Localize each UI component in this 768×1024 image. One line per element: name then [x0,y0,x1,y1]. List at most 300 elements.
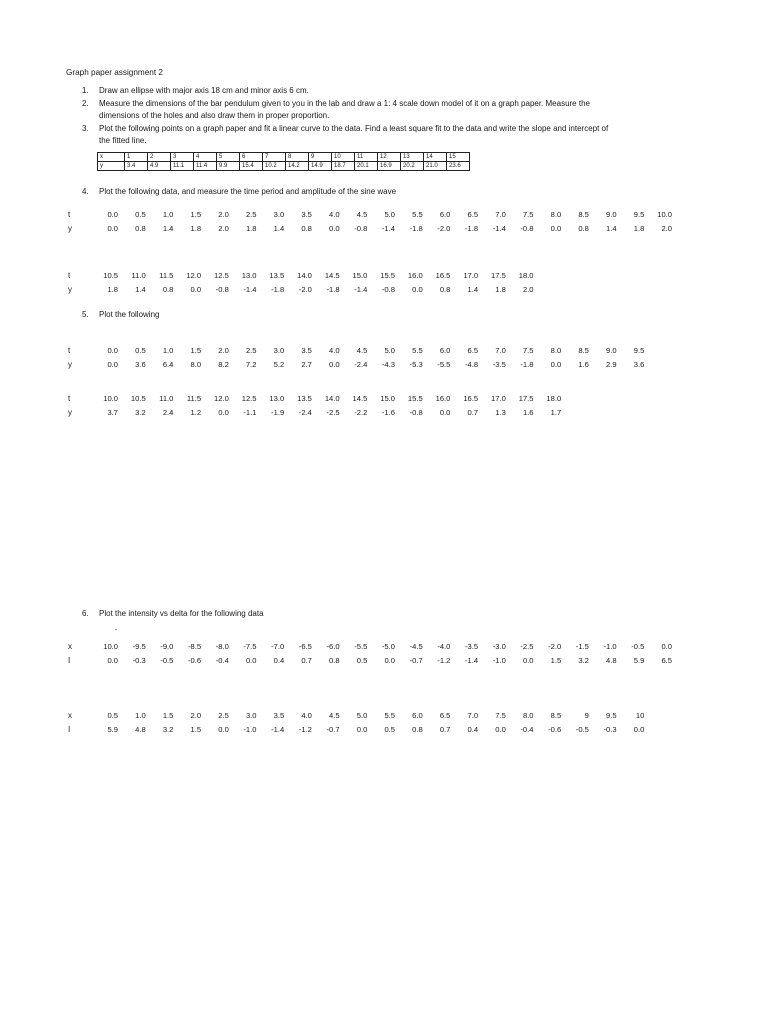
data-value: 13.0 [269,394,285,403]
data-value: -4.5 [409,642,423,651]
data-value: 0.8 [439,285,451,294]
stray-dash: - [115,627,118,634]
data-value: 6.0 [412,711,423,720]
data-value: 1.5 [162,711,174,720]
data-value: 3.0 [273,210,285,219]
data-value: 3.5 [301,210,312,219]
item-number: 4. [82,187,89,196]
data-value: 0.0 [218,408,229,417]
data-value: 3.5 [273,711,285,720]
data-value: 5.2 [273,360,285,369]
data-value: 8.0 [550,346,562,355]
data-value: 0.5 [135,210,146,219]
table-cell: 9 [309,153,332,162]
data-value: 7.0 [495,210,506,219]
row-label: y [68,285,72,294]
data-value: -0.8 [354,224,368,233]
data-value: 0.7 [301,656,312,665]
data-value: 2.9 [606,360,617,369]
data-value: 2.0 [218,346,229,355]
data-value: 3.2 [135,408,146,417]
data-value: 0.0 [107,346,118,355]
data-value: 5.5 [412,346,423,355]
data-value: -1.0 [492,656,506,665]
data-value: 17.5 [491,271,506,280]
data-value: 0.5 [107,711,118,720]
data-value: -1.2 [437,656,451,665]
data-value: 5.5 [384,711,395,720]
data-value: 6.0 [439,210,451,219]
data-value: -1.4 [492,224,506,233]
item-text: Draw an ellipse with major axis 18 cm and minor axis 6 cm. [99,86,309,95]
data-value: -0.5 [160,656,174,665]
data-value: 0.5 [135,346,146,355]
data-value: 0.5 [356,656,368,665]
data-value: -0.8 [520,224,534,233]
item-number: 5. [82,310,89,319]
data-value: 0.0 [661,642,672,651]
data-value: 0.0 [412,285,423,294]
data-value: 1.8 [190,224,202,233]
data-value: 0.8 [301,224,312,233]
data-value: -0.6 [188,656,202,665]
data-value: 7.5 [522,346,534,355]
table-cell: 4.9 [148,162,171,171]
data-value: -1.8 [465,224,479,233]
data-value: 1.8 [245,224,257,233]
table-cell: 14 [424,153,447,162]
data-value: 2.0 [522,285,534,294]
row-label: x [68,711,72,720]
data-value: -1.2 [298,725,312,734]
data-value: 3.6 [135,360,146,369]
data-value: 1.5 [550,656,562,665]
data-value: 7.0 [467,711,479,720]
table-cell: 11.1 [171,162,194,171]
data-value: 0.8 [329,656,340,665]
data-value: 13.5 [269,271,285,280]
data-value: 1.4 [606,224,617,233]
data-value: 16.5 [435,271,451,280]
data-value: 0.0 [245,656,257,665]
data-value: 4.8 [135,725,146,734]
row-label: I [68,725,71,734]
data-value: 14.5 [324,271,340,280]
data-value: 2.0 [218,210,229,219]
data-value: 1.2 [190,408,202,417]
data-value: 7.2 [245,360,257,369]
data-value: 1.0 [162,346,174,355]
data-value: 0.0 [439,408,451,417]
data-value: 1.4 [467,285,479,294]
table-cell: 15.4 [240,162,263,171]
data-value: -1.9 [271,408,285,417]
table-cell: 20.2 [401,162,424,171]
data-value: 1.8 [495,285,506,294]
item-text: Plot the following data, and measure the time period and amplitude of the sine wave [99,187,397,196]
data-value: 3.0 [245,711,257,720]
data-value: -0.4 [215,656,229,665]
data-value: 5.0 [384,210,395,219]
data-value: 1.4 [162,224,174,233]
data-value: 5.9 [107,725,118,734]
list-item [82,98,702,122]
data-value: 15.0 [352,271,368,280]
data-value: -1.5 [575,642,589,651]
data-value: 2.7 [301,360,312,369]
data-value: -6.0 [326,642,340,651]
data-value: 4.8 [606,656,617,665]
table-cell: 1 [125,153,148,162]
data-value: 4.5 [356,210,368,219]
data-value: 2.5 [218,711,229,720]
row-label: y [68,408,72,417]
data-value: -0.5 [631,642,645,651]
data-value: 17.5 [518,394,534,403]
data-value: 11.5 [186,394,202,403]
data-value: 1.4 [135,285,146,294]
data-value: 13.0 [241,271,257,280]
data-value: 14.0 [297,271,312,280]
data-value: -1.8 [520,360,534,369]
item-number: 6. [82,609,89,618]
data-value: 1.0 [162,210,174,219]
data-value: 2.5 [245,346,257,355]
data-value: 5.0 [356,711,368,720]
data-value: -1.1 [243,408,257,417]
table-cell: 15 [447,153,470,162]
table-cell: 23.6 [447,162,470,171]
data-value: 17.0 [491,394,506,403]
data-value: 0.0 [522,656,534,665]
data-value: -5.0 [381,642,395,651]
list-item [82,123,702,147]
data-value: 9.5 [633,210,645,219]
table-cell: 16.9 [378,162,401,171]
row-label: t [68,271,71,280]
data-value: 1.0 [135,711,146,720]
data-value: 8.5 [550,711,562,720]
data-value: 4.0 [329,210,340,219]
data-value: 9.0 [606,346,617,355]
data-value: -0.8 [215,285,229,294]
data-value: -1.4 [271,725,285,734]
data-value: 0.0 [495,725,506,734]
data-value: 4.5 [356,346,368,355]
data-value: -0.7 [409,656,423,665]
data-value: 0.0 [218,725,229,734]
data-value: 5.9 [633,656,645,665]
data-value: 0.0 [107,656,118,665]
data-value: -5.5 [354,642,368,651]
data-value: 4.5 [329,711,340,720]
data-table [97,152,470,171]
data-value: -2.5 [520,642,534,651]
data-value: 0.0 [329,360,340,369]
data-value: 2.0 [218,224,229,233]
data-value: -1.8 [271,285,285,294]
data-value: -3.5 [465,642,479,651]
data-value: 3.5 [301,346,312,355]
item-text: Plot the following points on a graph paper and fit a linear curve to the data. Find a least square fit to the data and write the slope and intercept of [99,124,609,133]
data-value: 6.4 [162,360,174,369]
data-value: 11.5 [159,271,174,280]
data-value: 10.5 [130,394,146,403]
data-value: 15.0 [380,394,395,403]
item-text: the fitted line. [99,136,147,145]
data-value: -0.3 [603,725,617,734]
data-value: 1.5 [190,346,202,355]
table-cell: 3 [171,153,194,162]
data-value: 0.4 [467,725,479,734]
table-cell: 7 [263,153,286,162]
instruction-list [82,186,702,198]
data-value: -8.5 [188,642,202,651]
list-item [82,608,702,620]
data-value: 16.0 [407,271,423,280]
data-value: 3.6 [633,360,645,369]
data-value: -1.0 [603,642,617,651]
data-value: 5.0 [384,346,395,355]
data-value: -0.3 [132,656,146,665]
page-title: Graph paper assignment 2 [66,68,163,77]
data-value: 9 [584,711,589,720]
data-value: 11.0 [159,394,174,403]
table-cell: 4 [194,153,217,162]
data-value: -2.0 [437,224,451,233]
data-value: 14.0 [324,394,340,403]
data-value: 8.2 [218,360,229,369]
data-value: 3.2 [578,656,589,665]
data-value: -1.4 [243,285,257,294]
data-value: -1.4 [381,224,395,233]
item-number: 2. [82,99,89,108]
data-value: 8.5 [578,210,589,219]
table-cell: 10.2 [263,162,286,171]
table-cell: 2 [148,153,171,162]
data-value: 14.5 [352,394,368,403]
table-row [98,153,470,162]
data-value: -4.8 [465,360,479,369]
table-row-label: y [98,162,125,171]
data-value: -2.4 [354,360,368,369]
data-value: -4.0 [437,642,451,651]
data-value: 0.7 [439,725,451,734]
data-value: 0.8 [578,224,589,233]
table-row [98,162,470,171]
data-value: -0.6 [548,725,562,734]
data-value: 8.0 [550,210,562,219]
row-label: y [68,360,72,369]
data-value: -2.0 [548,642,562,651]
row-label: t [68,210,71,219]
table-cell: 21.0 [424,162,447,171]
data-value: 1.6 [522,408,534,417]
data-value: 12.0 [186,271,202,280]
data-value: 9.5 [606,711,617,720]
item-text: dimensions of the holes and also draw them in proper proportion. [99,111,330,120]
data-value: 1.8 [633,224,645,233]
data-value: -2.4 [298,408,312,417]
data-value: 3.2 [162,725,174,734]
data-value: 1.5 [190,210,202,219]
data-value: 16.5 [463,394,479,403]
data-value: 2.0 [190,711,202,720]
list-item [82,186,702,198]
data-value: -9.0 [160,642,174,651]
data-value: -5.3 [409,360,423,369]
table-cell: 18.7 [332,162,355,171]
data-value: 1.4 [273,224,285,233]
data-value: 7.5 [495,711,506,720]
table-cell: 12 [378,153,401,162]
data-value: 6.5 [439,711,451,720]
data-value: 7.5 [522,210,534,219]
data-value: 9.5 [633,346,645,355]
data-value: -7.0 [271,642,285,651]
table-cell: 11 [355,153,378,162]
data-value: 0.0 [329,224,340,233]
row-label: y [68,224,72,233]
data-value: -9.5 [132,642,146,651]
data-value: -7.5 [243,642,257,651]
data-value: 0.0 [356,725,368,734]
data-value: 4.0 [301,711,312,720]
data-value: -2.2 [354,408,368,417]
data-value: 16.0 [435,394,451,403]
data-value: 0.0 [633,725,645,734]
instruction-list [82,85,702,147]
row-label: x [68,642,72,651]
data-value: 1.6 [578,360,589,369]
row-label: t [68,394,71,403]
data-value: -0.5 [575,725,589,734]
data-value: -1.4 [465,656,479,665]
data-value: 11.0 [131,271,146,280]
table-cell: 6 [240,153,263,162]
data-value: 6.0 [439,346,451,355]
data-value: 13.5 [297,394,312,403]
data-value: 0.8 [412,725,423,734]
table-cell: 8 [286,153,309,162]
data-value: 15.5 [407,394,423,403]
data-value: 15.5 [380,271,395,280]
data-value: 2.5 [245,210,257,219]
list-item [82,309,702,321]
table-cell: 20.1 [355,162,378,171]
data-value: 3.0 [273,346,285,355]
data-value: -0.8 [409,408,423,417]
data-value: 2.0 [661,224,672,233]
data-value: 0.0 [107,210,118,219]
data-value: -3.5 [492,360,506,369]
data-value: 0.7 [467,408,479,417]
data-value: 0.0 [107,360,118,369]
data-value: 10.0 [103,642,118,651]
table-cell: 3.4 [125,162,148,171]
data-value: 0.0 [384,656,395,665]
data-value: 8.0 [190,360,202,369]
table-cell: 14.9 [309,162,332,171]
data-value: -1.8 [326,285,340,294]
data-value: -0.7 [326,725,340,734]
data-value: 8.0 [522,711,534,720]
data-value: 10.5 [103,271,118,280]
data-value: 0.5 [384,725,395,734]
data-value: 2.4 [162,408,174,417]
data-value: -1.0 [243,725,257,734]
list-item [82,85,702,97]
data-value: 4.0 [329,346,340,355]
data-value: 5.5 [412,210,423,219]
data-value: 17.0 [463,271,479,280]
data-value: 18.0 [546,394,562,403]
table-cell: 10 [332,153,355,162]
data-value: 0.0 [550,224,562,233]
row-label: I [68,656,71,665]
data-value: 8.5 [578,346,589,355]
data-value: 6.5 [467,346,479,355]
data-value: -1.6 [381,408,395,417]
data-value: 10.0 [103,394,118,403]
data-value: 1.3 [495,408,506,417]
data-value: -4.3 [381,360,395,369]
data-value: 12.5 [214,271,229,280]
item-number: 1. [82,86,89,95]
data-value: -3.0 [492,642,506,651]
item-number: 3. [82,124,89,133]
instruction-list [82,608,702,620]
data-value: -0.4 [520,725,534,734]
data-value: 3.7 [107,408,118,417]
data-value: -2.0 [298,285,312,294]
table-cell: 11.4 [194,162,217,171]
row-label: t [68,346,71,355]
item-text: Plot the intensity vs delta for the following data [99,609,264,618]
data-value: -8.0 [215,642,229,651]
instruction-list [82,309,702,321]
data-value: 0.8 [135,224,146,233]
table-cell: 9.9 [217,162,240,171]
data-value: -2.5 [326,408,340,417]
data-value: 0.4 [273,656,285,665]
data-value: 0.0 [107,224,118,233]
data-value: 0.0 [550,360,562,369]
data-value: -1.8 [409,224,423,233]
item-text: Measure the dimensions of the bar pendulum given to you in the lab and draw a 1: 4 scale down model of it on a graph paper. Measure the [99,99,590,108]
data-value: -1.4 [354,285,368,294]
data-value: 9.0 [606,210,617,219]
data-value: -5.5 [437,360,451,369]
data-value: 0.8 [162,285,174,294]
data-value: 10 [635,711,645,720]
data-value: 6.5 [661,656,672,665]
data-value: 0.0 [190,285,202,294]
data-value: 6.5 [467,210,479,219]
data-value: -0.8 [381,285,395,294]
data-value: 18.0 [518,271,534,280]
data-value: 12.0 [214,394,229,403]
data-value: -6.5 [298,642,312,651]
table-cell: 14.2 [286,162,309,171]
table-cell: 13 [401,153,424,162]
table-row-label: x [98,153,125,162]
data-value: 7.0 [495,346,506,355]
item-text: Plot the following [99,310,160,319]
data-value: 1.7 [550,408,562,417]
data-value: 12.5 [241,394,257,403]
data-value: 1.8 [107,285,118,294]
